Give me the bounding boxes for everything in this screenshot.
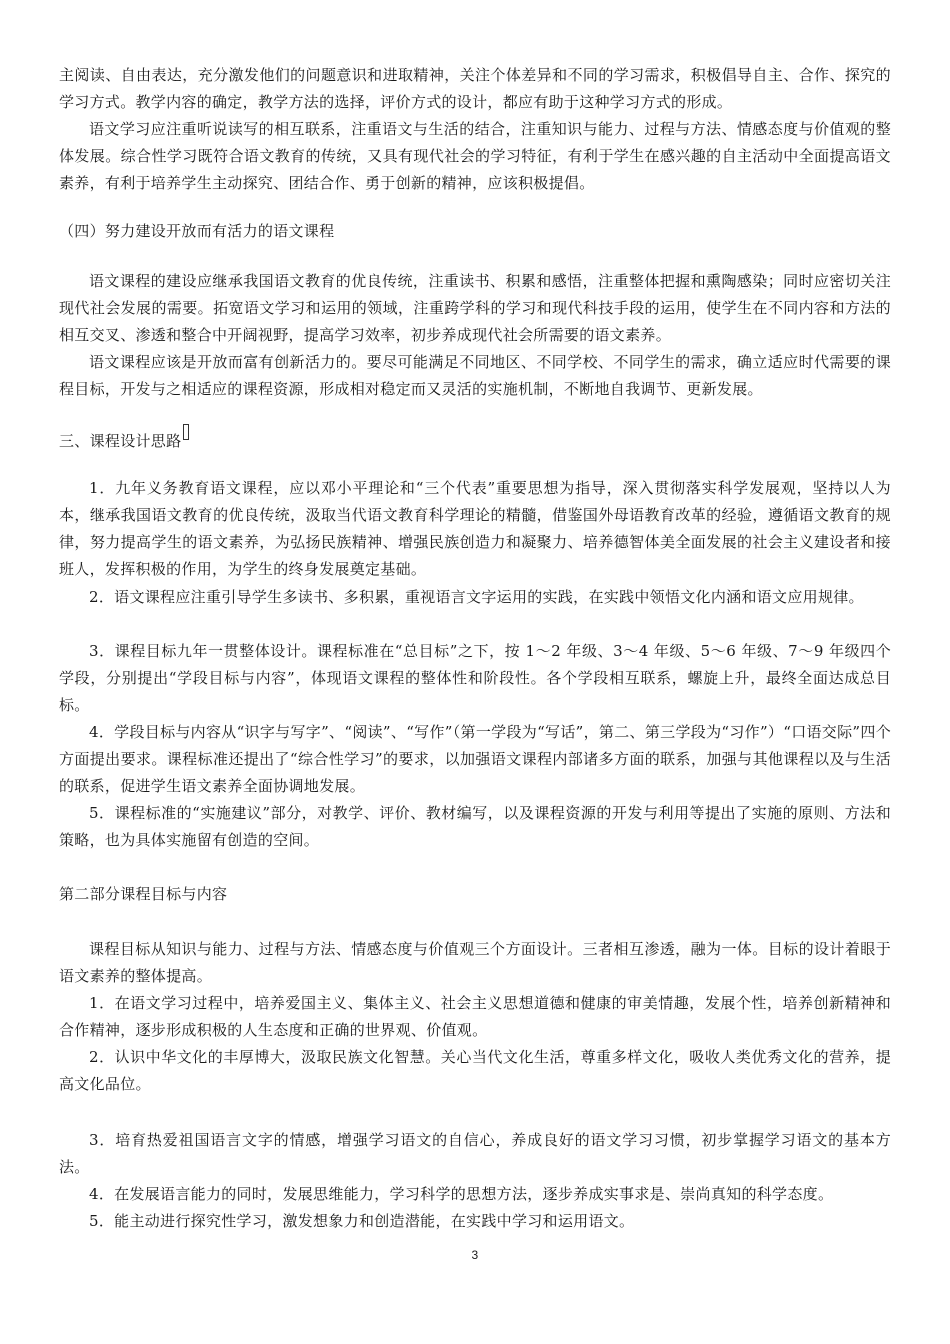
paragraph: 主阅读、自由表达，充分激发他们的问题意识和进取精神，关注个体差异和不同的学习需求，积极倡导自主、合作、探究的学习方式。教学内容的确定，教学方法的选择，评价方式的设计，都应有助于这种学习方式的形成。 <box>59 66 891 111</box>
list-item: 5．能主动进行探究性学习，激发想象力和创造潜能，在实践中学习和运用语文。 <box>89 1212 635 1230</box>
paragraph: 语文学习应注重听说读写的相互联系，注重语文与生活的结合，注重知识与能力、过程与方法、情感态度与价值观的整体发展。综合性学习既符合语文教育的传统，又具有现代社会的学习特征，有利于学生在感兴趣的自主活动中全面提高语文素养，有利于培养学生主动探究、团结合作、勇于创新的精神，应该积极提倡。 <box>59 120 891 192</box>
page-number: 3 <box>471 1248 479 1262</box>
list-item: 4．学段目标与内容从“识字与写字”、“阅读”、“写作”（第一学段为“写话”，第二、第三学段为“习作”）“口语交际”四个方面提出要求。课程标准还提出了“综合性学习”的要求，以加强语文课程内部诸多方面的联系，加强与其他课程以及与生活的联系，促进学生语文素养全面协调地发展。 <box>59 723 891 795</box>
list-item: 2．认识中华文化的丰厚博大，汲取民族文化智慧。关心当代文化生活，尊重多样文化，吸收人类优秀文化的营养，提高文化品位。 <box>59 1048 891 1093</box>
missing-glyph-box <box>183 424 189 440</box>
section-heading-text: 三、课程设计思路 <box>59 432 182 450</box>
paragraph: 课程目标从知识与能力、过程与方法、情感态度与价值观三个方面设计。三者相互渗透，融为一体。目标的设计着眼于语文素养的整体提高。 <box>59 940 891 985</box>
list-item: 3．培育热爱祖国语言文字的情感，增强学习语文的自信心，养成良好的语文学习习惯，初步掌握学习语文的基本方法。 <box>59 1131 891 1176</box>
list-item: 3．课程目标九年一贯整体设计。课程标准在“总目标”之下，按 1～2 年级、3～4 年级、5～6 年级、7～9 年级四个学段，分别提出“学段目标与内容”，体现语文课程的整体性和阶段性。各个学段相互联系，螺旋上升，最终全面达成总目标。 <box>59 642 891 714</box>
part-heading: 第二部分课程目标与内容 <box>59 885 228 903</box>
section-heading <box>59 424 189 455</box>
list-item: 1．九年义务教育语文课程，应以邓小平理论和“三个代表”重要思想为指导，深入贯彻落实科学发展观，坚持以人为本，继承我国语文教育的优良传统，汲取当代语文教育科学理论的精髓，借鉴国外母语教育改革的经验，遵循语文教育的规律，努力提高学生的语文素养，为弘扬民族精神、增强民族创造力和凝聚力、培养德智体美全面发展的社会主义建设者和接班人，发挥积极的作用，为学生的终身发展奠定基础。 <box>59 479 891 578</box>
list-item: 5．课程标准的“实施建议”部分，对教学、评价、教材编写，以及课程资源的开发与利用等提出了实施的原则、方法和策略，也为具体实施留有创造的空间。 <box>59 804 891 849</box>
list-item: 2．语文课程应注重引导学生多读书、多积累，重视语言文字运用的实践，在实践中领悟文化内涵和语文应用规律。 <box>89 588 864 606</box>
list-item: 4．在发展语言能力的同时，发展思维能力，学习科学的思想方法，逐步养成实事求是、崇尚真知的科学态度。 <box>89 1185 834 1203</box>
paragraph: 语文课程应该是开放而富有创新活力的。要尽可能满足不同地区、不同学校、不同学生的需求，确立适应时代需要的课程目标，开发与之相适应的课程资源，形成相对稳定而又灵活的实施机制，不断地自我调节、更新发展。 <box>59 353 891 398</box>
list-item: 1．在语文学习过程中，培养爱国主义、集体主义、社会主义思想道德和健康的审美情趣，发展个性，培养创新精神和合作精神，逐步形成积极的人生态度和正确的世界观、价值观。 <box>59 994 891 1039</box>
section-heading: （四）努力建设开放而有活力的语文课程 <box>59 222 335 240</box>
paragraph: 语文课程的建设应继承我国语文教育的优良传统，注重读书、积累和感悟，注重整体把握和熏陶感染；同时应密切关注现代社会发展的需要。拓宽语文学习和运用的领域，注重跨学科的学习和现代科技手段的运用，使学生在不同内容和方法的相互交叉、渗透和整合中开阔视野，提高学习效率，初步养成现代社会所需要的语文素养。 <box>59 272 891 344</box>
